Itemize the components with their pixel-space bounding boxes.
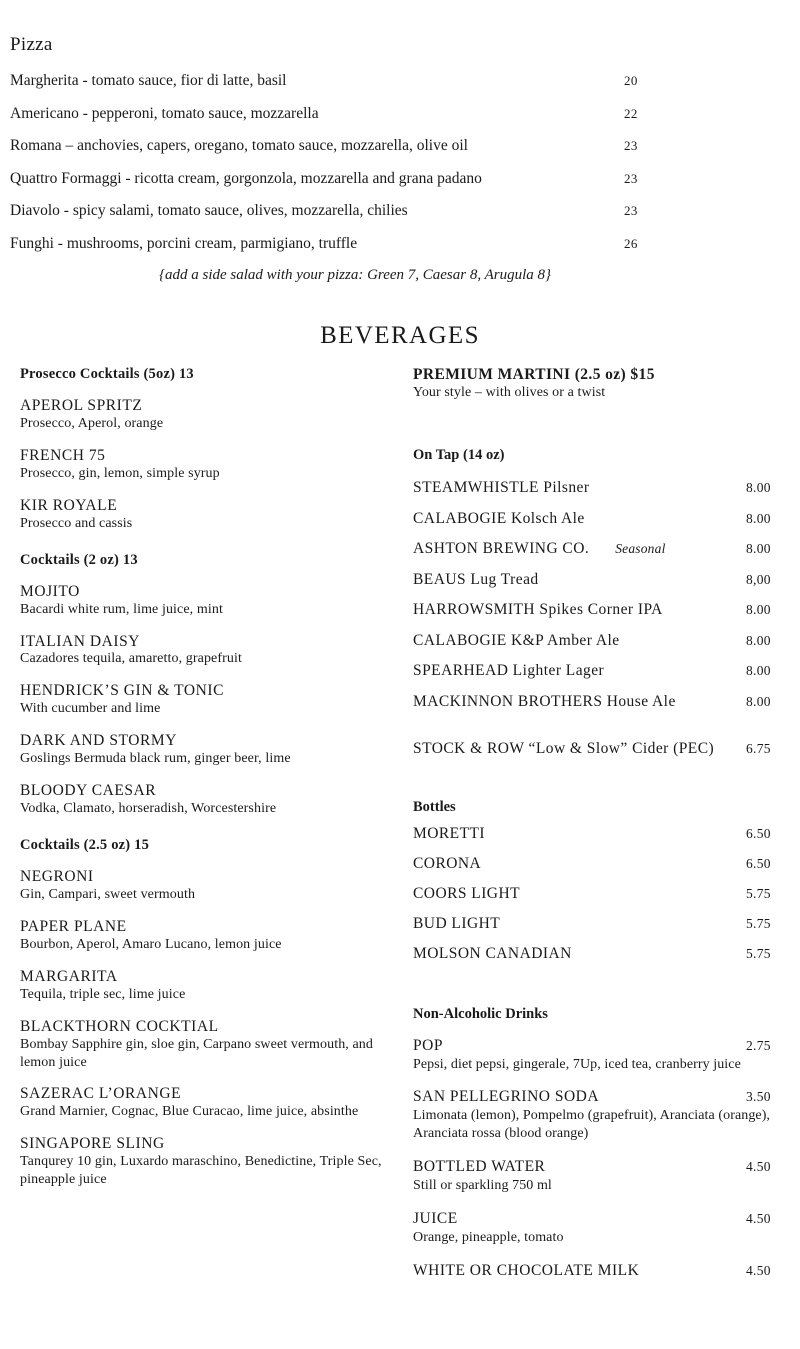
on-tap-heading: On Tap (14 oz) [413,447,505,463]
beer-price: 8.00 [746,480,771,495]
bottle-price: 6.50 [746,855,771,871]
beer-price: 8.00 [746,663,771,678]
bottle-name: COORS LIGHT [413,884,521,902]
drink-name: NEGRONI [20,868,94,885]
drink-description: Prosecco and cassis [20,515,133,531]
drink-description: Tanqurey 10 gin, Luxardo maraschino, Benedictine, Triple Sec, pineapple juice [20,1154,382,1188]
beer-row [413,632,790,650]
non-alcoholic-line [413,1037,790,1055]
pizza-item-name: Funghi - mushrooms, porcini cream, parmigiano, truffle [10,234,358,252]
beer-name: ASHTON BREWING CO. [413,540,590,557]
pizza-item-name: Romana – anchovies, capers, oregano, tomato sauce, mozzarella, olive oil [10,137,468,154]
bottle-name: BUD LIGHT [413,914,501,932]
non-alcoholic-line [413,1210,790,1228]
non-alcoholic-name: SAN PELLEGRINO SODA [413,1088,600,1106]
non-alcoholic-line [413,1262,790,1280]
non-alcoholic-item [413,1262,790,1280]
bottle-price: 5.75 [746,885,771,901]
beer-row [413,510,790,528]
bottles-heading: Bottles [413,798,456,815]
menu-row [8,137,792,155]
cider-row [413,740,790,758]
drink-description: Grand Marnier, Cognac, Blue Curacao, lime juice, absinthe [20,1104,359,1120]
premium-martini-subtitle: Your style – with olives or a twist [413,385,606,400]
beer-name: HARROWSMITH Spikes Corner IPA [413,601,663,618]
beer-price: 8.00 [746,693,771,709]
pizza-item-price: 22 [624,105,638,121]
drink-description: Prosecco, Aperol, orange [20,415,164,431]
menu-row [8,170,792,188]
bottle-row [413,915,790,933]
drink-description: Gin, Campari, sweet vermouth [20,886,196,902]
non-alcoholic-item [413,1088,790,1143]
beer-name: BEAUS Lug Tread [413,570,539,588]
side-salad-note: {add a side salad with your pizza: Green 7, Caesar 8, Arugula 8} [159,267,551,283]
drink-name: DARK AND STORMY [20,732,177,750]
drink-description: Cazadores tequila, amaretto, grapefruit [20,651,242,667]
pizza-item-price: 23 [624,170,638,186]
drink-name: SAZERAC L’ORANGE [20,1085,182,1103]
menu-row [8,235,792,253]
beer-note: Seasonal [615,541,666,556]
premium-martini-block [413,366,790,401]
pizza-item-name: Quattro Formaggi - ricotta cream, gorgonzola, mozzarella and grana padano [10,169,482,187]
beverages-header: BEVERAGES [320,322,480,349]
pizza-item-price: 23 [624,138,638,153]
menu-row [8,105,792,123]
beer-price: 8.00 [746,602,771,617]
drink-description: Prosecco, gin, lemon, simple syrup [20,465,220,481]
beer-name: CALABOGIE Kolsch Ale [413,509,585,527]
beer-row [413,601,790,619]
pizza-section [0,0,800,284]
pizza-item-name: Diavolo - spicy salami, tomato sauce, olives, mozzarella, chilies [10,202,408,219]
non-alcoholic-item [413,1158,790,1195]
beer-price: 8,00 [746,571,771,587]
non-alcoholic-name: JUICE [413,1210,458,1228]
non-alcoholic-heading: Non-Alcoholic Drinks [413,1005,548,1022]
drink-item [20,868,395,904]
drink-name: APEROL SPRITZ [20,397,143,414]
drink-name: ITALIAN DAISY [20,632,140,650]
drink-description: Tequila, triple sec, lime juice [20,986,186,1002]
non-alcoholic-line [413,1158,790,1176]
beer-row [413,571,790,589]
beverages-left-column [0,366,395,1203]
beer-price: 8.00 [746,541,771,556]
drink-item [20,1085,395,1121]
non-alcoholic-price: 2.75 [746,1037,771,1053]
beer-row [413,662,790,680]
menu-row [8,72,792,90]
bottle-row [413,825,790,843]
drink-item [20,968,395,1004]
non-alcoholic-price: 4.50 [746,1211,771,1227]
beer-row [413,693,790,711]
cider-name: STOCK & ROW “Low & Slow” Cider (PEC) [413,739,715,757]
drink-item [20,732,395,768]
drink-name: BLACKTHORN COCKTIAL [20,1017,219,1035]
pizza-section-title: Pizza [10,34,53,55]
cocktails-25oz-heading: Cocktails (2.5 oz) 15 [20,837,150,853]
drink-name: FRENCH 75 [20,446,106,464]
non-alcoholic-description: Limonata (lemon), Pompelmo (grapefruit), Aranciata (orange), Aranciata rossa (blood orange) [413,1108,771,1142]
non-alcoholic-name: WHITE OR CHOCOLATE MILK [413,1262,640,1280]
drink-name: PAPER PLANE [20,917,127,935]
drink-item [20,397,395,433]
drink-item [20,918,395,954]
non-alcoholic-price: 4.50 [746,1159,771,1175]
non-alcoholic-description: Orange, pineapple, tomato [413,1230,564,1246]
drink-description: Bombay Sapphire gin, sloe gin, Carpano sweet vermouth, and lemon juice [20,1036,374,1070]
bottle-name: MOLSON CANADIAN [413,944,572,962]
beverages-columns [0,366,800,1295]
cocktails-2oz-heading: Cocktails (2 oz) 13 [20,551,138,568]
beer-name: MACKINNON BROTHERS House Ale [413,692,676,710]
drink-item [20,583,395,619]
drink-name: MOJITO [20,582,80,600]
bottle-row [413,945,790,963]
prosecco-cocktails-heading: Prosecco Cocktails (5oz) 13 [20,366,194,382]
drink-name: SINGAPORE SLING [20,1135,165,1153]
drink-item [20,682,395,718]
non-alcoholic-line [413,1088,790,1106]
bottle-price: 5.75 [746,945,771,961]
drink-name: MARGARITA [20,967,118,985]
beer-row [413,540,790,558]
beer-row [413,479,790,497]
drink-description: Bacardi white rum, lime juice, mint [20,601,223,617]
bottle-row [413,885,790,903]
drink-name: BLOODY CAESAR [20,782,157,800]
drink-item [20,633,395,669]
drink-item [20,1018,395,1072]
cider-price: 6.75 [746,740,771,756]
drink-description: Bourbon, Aperol, Amaro Lucano, lemon juice [20,936,282,952]
drink-item [20,1135,395,1189]
non-alcoholic-item [413,1210,790,1247]
beer-name: SPEARHEAD Lighter Lager [413,662,605,679]
non-alcoholic-description: Still or sparkling 750 ml [413,1178,552,1194]
pizza-item-price: 20 [624,73,638,88]
premium-martini-title: PREMIUM MARTINI (2.5 oz) $15 [413,366,655,383]
non-alcoholic-description: Pepsi, diet pepsi, gingerale, 7Up, iced tea, cranberry juice [413,1056,741,1072]
bottle-price: 5.75 [746,915,771,931]
beverages-right-column [395,366,790,1295]
drink-description: With cucumber and lime [20,701,161,717]
pizza-item-name: Americano - pepperoni, tomato sauce, mozzarella [10,104,319,122]
pizza-item-name: Margherita - tomato sauce, fior di latte, basil [10,72,287,89]
menu-row [8,202,792,220]
bottle-name: CORONA [413,854,482,872]
non-alcoholic-name: BOTTLED WATER [413,1158,546,1176]
pizza-item-price: 26 [624,235,638,251]
beer-name: CALABOGIE K&P Amber Ale [413,631,620,649]
drink-name: KIR ROYALE [20,496,118,514]
non-alcoholic-item [413,1037,790,1074]
non-alcoholic-price: 3.50 [746,1089,771,1105]
bottle-price: 6.50 [746,825,771,841]
drink-item [20,447,395,483]
beer-name: STEAMWHISTLE Pilsner [413,479,590,496]
drink-item [20,782,395,818]
bottle-row [413,855,790,873]
drink-description: Vodka, Clamato, horseradish, Worcestershire [20,801,277,817]
pizza-item-price: 23 [624,203,638,218]
beer-price: 8.00 [746,510,771,526]
bottle-name: MORETTI [413,824,486,842]
non-alcoholic-name: POP [413,1036,443,1054]
beer-price: 8.00 [746,632,771,648]
drink-name: HENDRICK’S GIN & TONIC [20,682,224,700]
drink-description: Goslings Bermuda black rum, ginger beer, lime [20,751,291,767]
non-alcoholic-price: 4.50 [746,1263,771,1279]
drink-item [20,497,395,533]
